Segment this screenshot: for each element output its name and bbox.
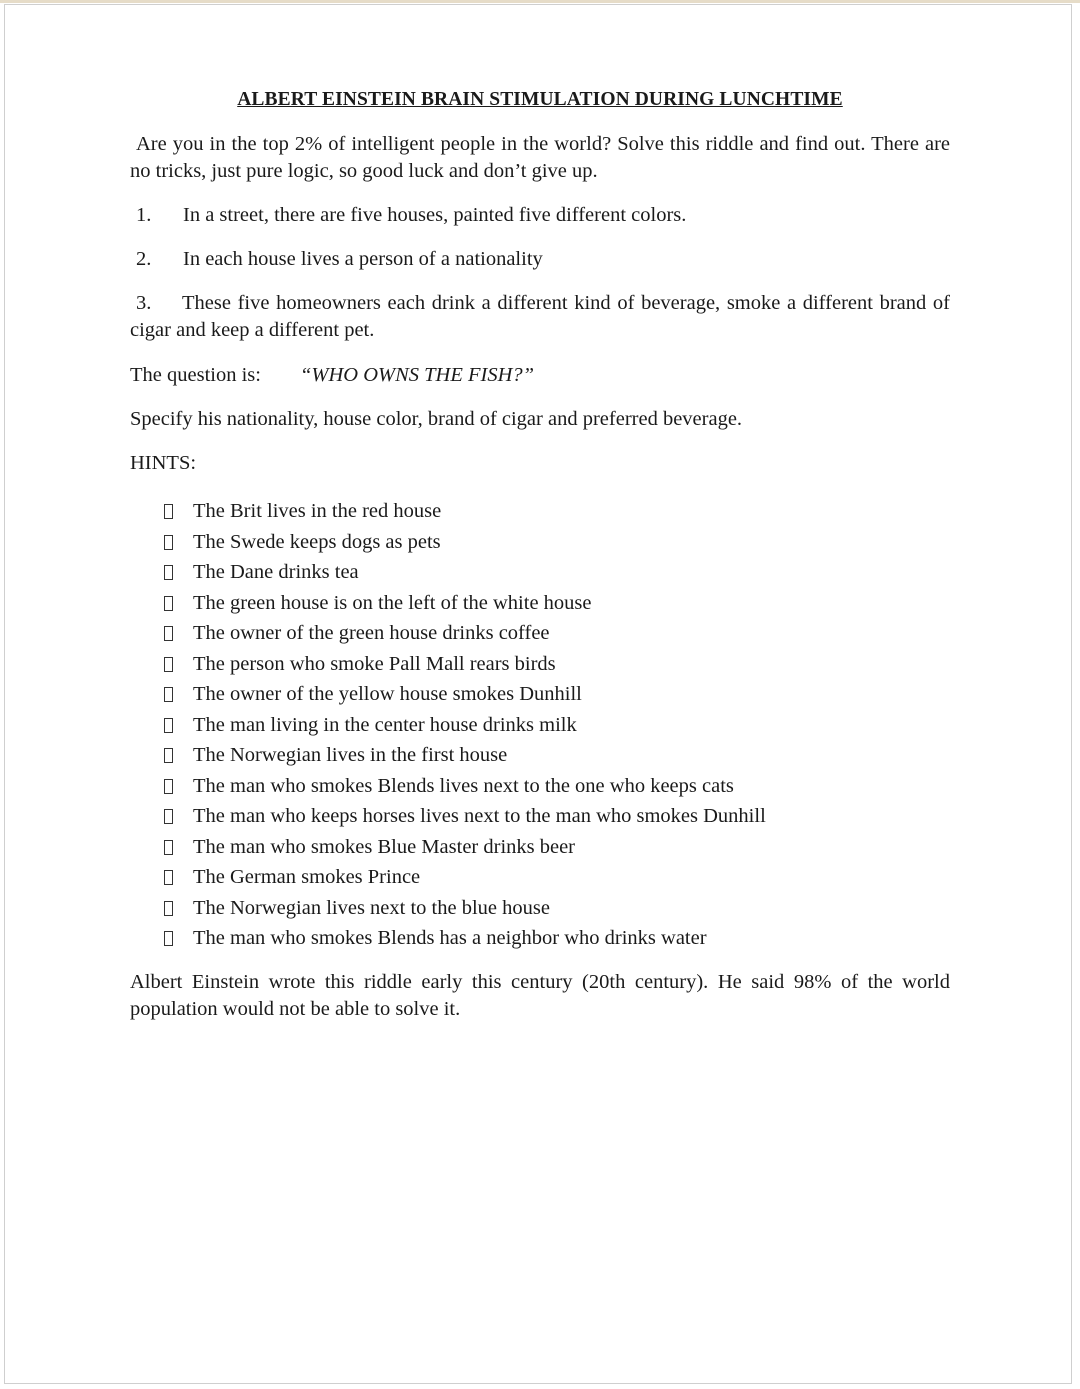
hint-item — [164, 803, 766, 834]
bullet-box-icon — [164, 687, 173, 702]
hint-item — [164, 498, 766, 529]
specify-paragraph: Specify his nationality, house color, brand of cigar and preferred beverage. — [130, 408, 743, 430]
hint-item — [164, 864, 766, 895]
item-number: 2. — [136, 248, 152, 270]
hint-item — [164, 925, 766, 956]
bullet-box-icon — [164, 809, 173, 824]
item-text: These five homeowners each drink a different kind of beverage, smoke a different brand of cigar and keep a different pet. — [130, 292, 950, 341]
item-number: 1. — [136, 204, 152, 226]
hint-item — [164, 590, 766, 621]
bullet-box-icon — [164, 657, 173, 672]
hint-text: The green house is on the left of the white house — [193, 591, 592, 614]
hint-text: The man who smokes Blends lives next to the one who keeps cats — [193, 774, 734, 797]
hint-text: The Norwegian lives in the first house — [193, 744, 508, 766]
bullet-box-icon — [164, 535, 173, 550]
bullet-box-icon — [164, 504, 173, 519]
hint-item — [164, 712, 766, 743]
hint-text: The owner of the green house drinks coffee — [193, 622, 550, 644]
hint-text: The Dane drinks tea — [193, 561, 359, 583]
hint-text: The Swede keeps dogs as pets — [193, 530, 441, 553]
intro-paragraph: Are you in the top 2% of intelligent people in the world? Solve this riddle and find out. There are no tricks, just pure logic, so good luck and don’t give up. — [130, 133, 950, 182]
hint-text: The man who smokes Blue Master drinks beer — [193, 835, 576, 858]
hint-item — [164, 681, 766, 712]
numbered-item-3 — [130, 290, 950, 344]
bullet-box-icon — [164, 840, 173, 855]
hint-item — [164, 651, 766, 682]
hint-text: The owner of the yellow house smokes Dunhill — [193, 683, 582, 705]
hint-item — [164, 620, 766, 651]
hints-list — [164, 498, 766, 956]
hint-text: The Norwegian lives next to the blue house — [193, 896, 550, 919]
hint-item — [164, 559, 766, 590]
question-text: “WHO OWNS THE FISH?” — [300, 364, 535, 386]
closing-paragraph: Albert Einstein wrote this riddle early this century (20th century). He said 98% of the world population would not be able to solve it. — [130, 971, 950, 1020]
bullet-box-icon — [164, 901, 173, 916]
item-number: 3. — [136, 292, 152, 314]
hints-heading: HINTS: — [130, 452, 197, 474]
numbered-item-1 — [136, 202, 686, 229]
hint-text: The man who smokes Blends has a neighbor who drinks water — [193, 927, 707, 949]
question-line — [130, 362, 950, 389]
hint-item — [164, 895, 766, 926]
question-label: The question is: — [130, 364, 261, 386]
hint-item — [164, 834, 766, 865]
item-text: In a street, there are five houses, painted five different colors. — [183, 204, 687, 226]
item-text: In each house lives a person of a nationality — [183, 248, 543, 270]
page-top-edge — [0, 0, 1080, 3]
bullet-box-icon — [164, 931, 173, 946]
numbered-item-2 — [136, 246, 543, 273]
hint-item — [164, 529, 766, 560]
hint-item — [164, 773, 766, 804]
bullet-box-icon — [164, 596, 173, 611]
bullet-box-icon — [164, 626, 173, 641]
hint-item — [164, 742, 766, 773]
hint-text: The Brit lives in the red house — [193, 500, 442, 522]
hint-text: The person who smoke Pall Mall rears birds — [193, 652, 556, 675]
document-title: ALBERT EINSTEIN BRAIN STIMULATION DURING LUNCHTIME — [237, 89, 843, 110]
hint-text: The German smokes Prince — [193, 866, 421, 888]
hint-text: The man who keeps horses lives next to the man who smokes Dunhill — [193, 805, 766, 827]
bullet-box-icon — [164, 870, 173, 885]
bullet-box-icon — [164, 748, 173, 763]
bullet-box-icon — [164, 565, 173, 580]
bullet-box-icon — [164, 718, 173, 733]
hint-text: The man living in the center house drinks milk — [193, 713, 577, 736]
bullet-box-icon — [164, 779, 173, 794]
